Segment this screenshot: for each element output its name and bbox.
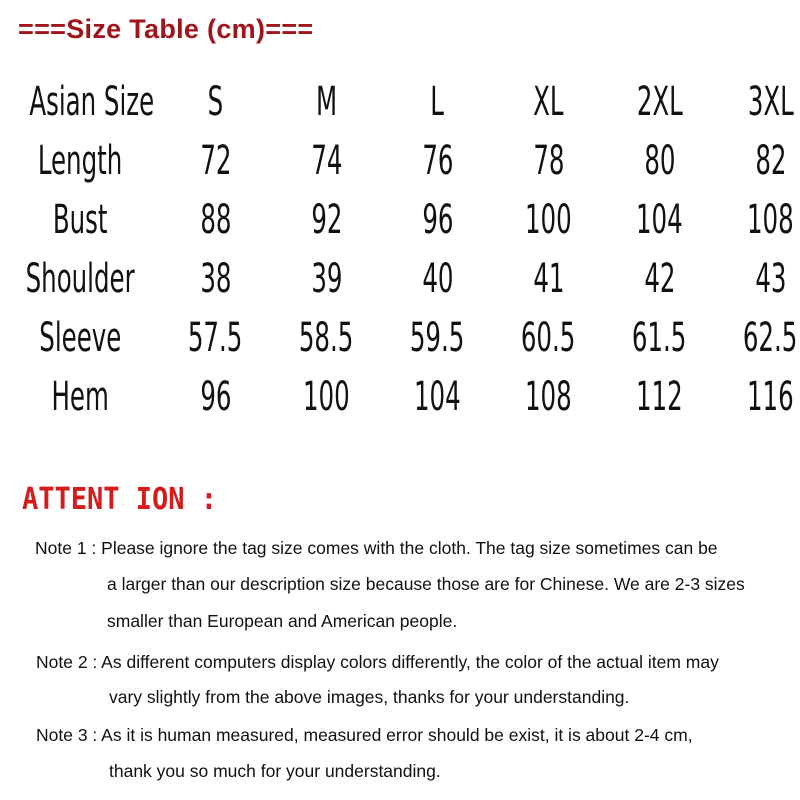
note-2-line-2: vary slightly from the above images, thanks for your understanding. — [109, 687, 630, 707]
table-cell: 100 — [303, 373, 350, 420]
table-cell: 62.5 — [743, 314, 798, 361]
note-2-line-1: Note 2 : As different computers display colors differently, the color of the actual item may — [36, 652, 719, 672]
table-cell: 59.5 — [410, 314, 465, 361]
header-cell-m: M — [315, 78, 338, 125]
table-row-hem — [0, 367, 800, 426]
note-3-line-1: Note 3 : As it is human measured, measured error should be exist, it is about 2-4 cm, — [36, 725, 693, 745]
table-row-bust — [0, 190, 800, 249]
note-1-line-3: smaller than European and American people. — [107, 611, 458, 631]
table-cell: 96 — [421, 196, 454, 243]
table-cell: 58.5 — [299, 314, 354, 361]
table-cell: 92 — [310, 196, 343, 243]
table-cell: 78 — [532, 137, 565, 184]
table-header-row — [0, 72, 800, 131]
note-1-line-2: a larger than our description size because those are for Chinese. We are 2-3 sizes — [107, 574, 745, 594]
note-1-line-1: Note 1 : Please ignore the tag size comes with the cloth. The tag size sometimes can be — [35, 538, 718, 558]
table-cell: 76 — [421, 137, 454, 184]
header-cell-3xl: 3XL — [747, 78, 794, 125]
table-cell: 38 — [199, 255, 232, 302]
table-cell: 104 — [636, 196, 683, 243]
attention-heading: ATTENT ION : — [22, 482, 218, 517]
row-label: Shoulder — [25, 255, 135, 302]
table-row-sleeve — [0, 308, 800, 367]
table-cell: 96 — [199, 373, 232, 420]
table-cell: 42 — [643, 255, 676, 302]
header-cell-l: L — [430, 78, 445, 125]
table-cell: 43 — [754, 255, 787, 302]
table-cell: 41 — [532, 255, 565, 302]
header-cell-s: S — [207, 78, 224, 125]
table-cell: 61.5 — [632, 314, 687, 361]
row-label: Bust — [52, 196, 108, 243]
table-cell: 57.5 — [188, 314, 243, 361]
header-cell-xl: XL — [533, 78, 564, 125]
table-cell: 116 — [747, 373, 794, 420]
table-cell: 80 — [643, 137, 676, 184]
row-label: Hem — [51, 373, 109, 420]
note-3-line-2: thank you so much for your understanding. — [109, 761, 441, 781]
table-cell: 100 — [525, 196, 572, 243]
table-cell: 104 — [414, 373, 461, 420]
table-row-shoulder — [0, 249, 800, 308]
table-row-length — [0, 131, 800, 190]
table-cell: 40 — [421, 255, 454, 302]
header-cell-asian-size: Asian Size — [29, 78, 155, 125]
header-cell-2xl: 2XL — [636, 78, 683, 125]
row-label: Length — [37, 137, 123, 184]
size-table — [0, 72, 800, 426]
table-cell: 108 — [525, 373, 572, 420]
table-cell: 60.5 — [521, 314, 576, 361]
table-cell: 72 — [199, 137, 232, 184]
table-cell: 88 — [199, 196, 232, 243]
table-cell: 74 — [310, 137, 343, 184]
page-title: ===Size Table (cm)=== — [18, 14, 314, 44]
row-label: Sleeve — [38, 314, 122, 361]
table-cell: 108 — [747, 196, 794, 243]
table-cell: 82 — [754, 137, 787, 184]
table-cell: 39 — [310, 255, 343, 302]
table-cell: 112 — [636, 373, 683, 420]
